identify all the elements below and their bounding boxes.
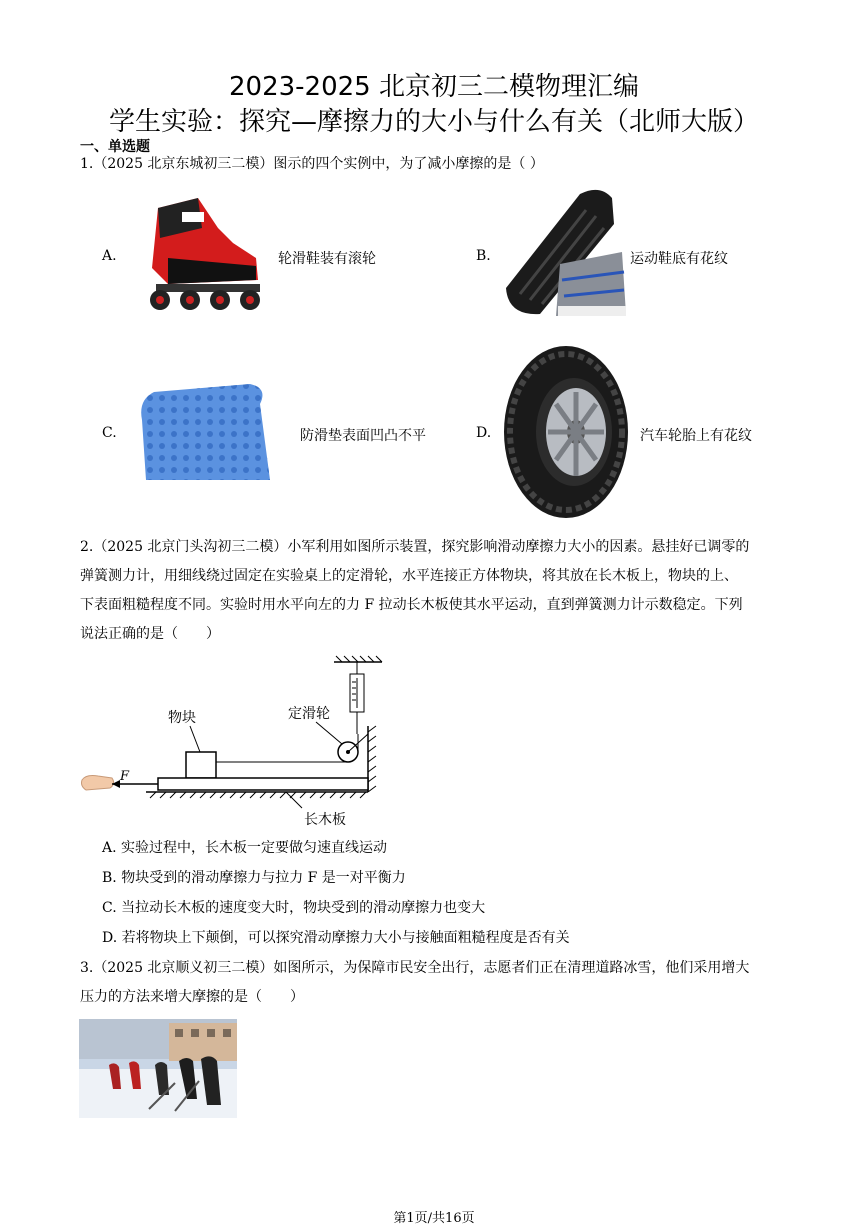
q2-line-2: 弹簧测力计，用细线绕过固定在实验桌上的定滑轮，水平连接正方体物块，将其放在长木板上，物块的上、 [80, 568, 738, 584]
section-heading: 一、单选题 [80, 139, 150, 155]
title-line-2: 学生实验：探究—摩擦力的大小与什么有关（北师大版） [108, 107, 759, 137]
title-line-1: 2023-2025 北京初三二模物理汇编 [229, 72, 639, 102]
q3-line-1: 3.（2025 北京顺义初三二模）如图所示，为保障市民安全出行，志愿者们正在清理道路冰雪，他们采用增大 [80, 960, 750, 976]
q1-option-c-letter: C. [102, 425, 117, 441]
car-tire-image [500, 344, 632, 520]
q2-line-1: 2.（2025 北京门头沟初三二模）小军利用如图所示装置，探究影响滑动摩擦力大小的因素。悬挂好已调零的 [80, 539, 750, 555]
q1-option-b-text: 运动鞋底有花纹 [630, 251, 728, 267]
force-label: F [120, 769, 130, 784]
q2-option-a: A. 实验过程中，长木板一定要做匀速直线运动 [102, 840, 388, 856]
q1-option-a-letter: A. [102, 248, 117, 264]
q1-option-b-letter: B. [476, 248, 491, 264]
q3-line-2: 压力的方法来增大摩擦的是（ ） [80, 989, 304, 1005]
q1-option-c-text: 防滑垫表面凹凸不平 [300, 428, 426, 444]
anti-slip-mat-image [132, 380, 272, 484]
q1-option-a-text: 轮滑鞋装有滚轮 [278, 251, 376, 267]
q2-option-d: D. 若将物块上下颠倒，可以探究滑动摩擦力大小与接触面粗糙程度是否有关 [102, 930, 570, 946]
roller-skate-image [138, 188, 266, 318]
pulley-label: 定滑轮 [288, 706, 330, 722]
board-label: 长木板 [304, 812, 346, 828]
friction-apparatus-diagram [76, 652, 386, 832]
q1-stem: 1.（2025 北京东城初三二模）图示的四个实例中，为了减小摩擦的是（ ） [80, 156, 544, 172]
q1-option-d-letter: D. [476, 425, 492, 441]
q1-option-d-text: 汽车轮胎上有花纹 [640, 428, 752, 444]
snow-clearing-photo [79, 1019, 237, 1118]
block-label: 物块 [168, 710, 196, 726]
sneaker-image [500, 184, 628, 322]
q2-option-b: B. 物块受到的滑动摩擦力与拉力 F 是一对平衡力 [102, 870, 406, 886]
q2-line-3: 下表面粗糙程度不同。实验时用水平向左的力 F 拉动长木板使其水平运动，直到弹簧测力计示数稳定。下列 [80, 597, 743, 613]
page-footer: 第1页/共16页 [393, 1211, 475, 1226]
q2-line-4: 说法正确的是（ ） [80, 626, 220, 642]
q2-option-c: C. 当拉动长木板的速度变大时，物块受到的滑动摩擦力也变大 [102, 900, 486, 916]
